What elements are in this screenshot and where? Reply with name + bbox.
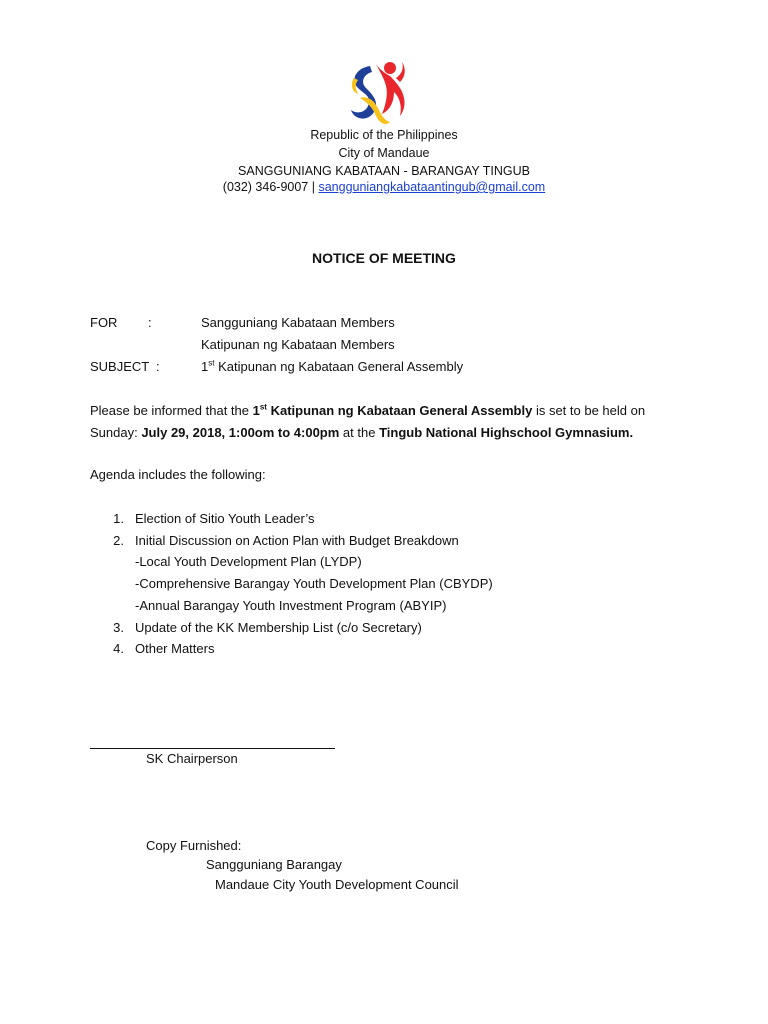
body-text: is set to be held on	[532, 403, 646, 418]
for-label: FOR	[90, 315, 118, 330]
subject-ordinal-suffix: st	[208, 358, 215, 368]
copy-recipient-2: Mandaue City Youth Development Council	[215, 877, 459, 892]
phone-number: (032) 346-9007	[222, 180, 309, 194]
subject-label: SUBJECT	[90, 359, 150, 374]
body-text: Please be informed that the	[90, 403, 253, 418]
for-colon: :	[148, 315, 152, 330]
subject-ordinal: 1	[201, 359, 209, 374]
body-line-2	[90, 424, 633, 442]
contact-separator: |	[308, 180, 319, 194]
header-line-republic: Republic of the Philippines	[310, 128, 458, 142]
body-text: Sunday:	[90, 425, 142, 440]
header-contact	[0, 179, 768, 196]
sk-logo	[346, 58, 408, 128]
agenda-number: 3.	[113, 620, 124, 635]
body-ordinal-suffix: st	[259, 402, 267, 412]
for-recipient-2: Katipunan ng Kabataan Members	[201, 337, 395, 352]
agenda-subitem: -Local Youth Development Plan (LYDP)	[135, 554, 362, 569]
for-recipient-1: Sangguniang Kabataan Members	[201, 315, 395, 330]
agenda-number: 1.	[113, 511, 124, 526]
agenda-item: Other Matters	[135, 641, 215, 656]
agenda-number: 4.	[113, 641, 124, 656]
event-venue: Tingub National Highschool Gymnasium.	[379, 425, 634, 440]
body-line-1	[90, 402, 645, 420]
subject-title: Katipunan ng Kabataan General Assembly	[214, 359, 464, 374]
header-line-city: City of Mandaue	[338, 146, 430, 160]
email-link[interactable]: sangguniangkabataantingub@gmail.com	[318, 180, 546, 194]
subject-colon: :	[156, 359, 160, 374]
agenda-subitem: -Comprehensive Barangay Youth Development Plan (CBYDP)	[135, 576, 493, 591]
copy-furnished-label: Copy Furnished:	[146, 838, 242, 853]
document-title: NOTICE OF MEETING	[312, 250, 456, 266]
agenda-number: 2.	[113, 533, 124, 548]
agenda-subitem: -Annual Barangay Youth Investment Program (ABYIP)	[135, 598, 447, 613]
signature-line	[90, 748, 335, 749]
subject-text	[201, 358, 463, 376]
body-ordinal: 1	[252, 403, 260, 418]
agenda-item: Initial Discussion on Action Plan with Budget Breakdown	[135, 533, 459, 548]
body-event-name: Katipunan ng Kabataan General Assembly	[266, 403, 533, 418]
agenda-intro: Agenda includes the following:	[90, 467, 266, 482]
header-line-office: SANGGUNIANG KABATAAN - BARANGAY TINGUB	[238, 164, 530, 178]
agenda-item: Election of Sitio Youth Leader’s	[135, 511, 315, 526]
agenda-item: Update of the KK Membership List (c/o Secretary)	[135, 620, 422, 635]
signatory-title: SK Chairperson	[146, 751, 238, 766]
copy-recipient-1: Sangguniang Barangay	[206, 857, 342, 872]
body-text: at the	[339, 425, 380, 440]
event-date-time: July 29, 2018, 1:00om to 4:00pm	[141, 425, 340, 440]
